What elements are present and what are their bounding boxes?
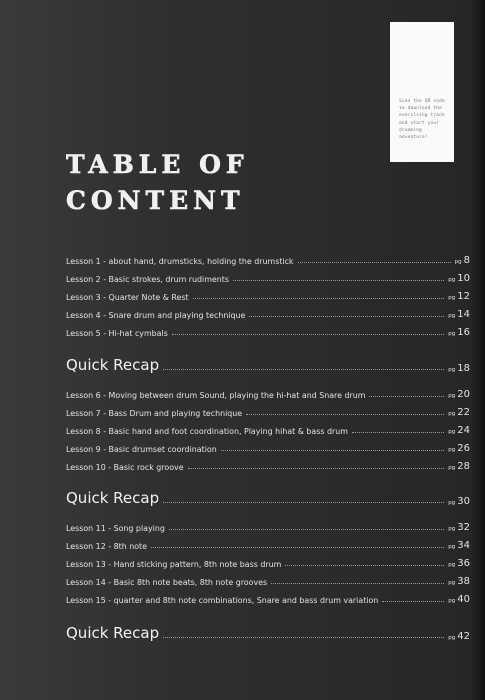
page-prefix: pg — [448, 500, 456, 506]
page-prefix: pg — [448, 393, 456, 399]
dot-leader — [233, 280, 444, 281]
dot-leader — [271, 583, 444, 584]
toc-page — [448, 425, 470, 436]
toc-title: Quick Recap — [66, 356, 160, 374]
toc-row-lesson-11[interactable] — [66, 519, 470, 533]
page-prefix: pg — [448, 598, 456, 604]
toc-title: Lesson 4 - Snare drum and playing technique — [66, 311, 246, 320]
toc-title: Lesson 12 - 8th note — [66, 542, 147, 551]
page-prefix: pg — [448, 465, 456, 471]
dot-leader — [163, 369, 444, 370]
page-prefix: pg — [448, 277, 456, 283]
dot-leader — [151, 547, 444, 548]
toc-title: Quick Recap — [66, 489, 160, 507]
page-prefix: pg — [448, 429, 456, 435]
dot-leader — [193, 298, 445, 299]
toc-page — [448, 558, 470, 569]
page-title-line-1: TABLE OF — [66, 150, 249, 179]
toc-title: Lesson 3 - Quarter Note & Rest — [66, 293, 189, 302]
toc-row-lesson-8[interactable] — [66, 422, 470, 436]
dot-leader — [163, 502, 444, 503]
dot-leader — [285, 565, 444, 566]
toc-page — [455, 255, 470, 266]
toc-page — [448, 522, 470, 533]
toc-page — [448, 461, 470, 472]
dot-leader — [163, 637, 444, 638]
page-number: 14 — [457, 309, 470, 320]
page-number: 12 — [457, 291, 470, 302]
toc-page — [448, 327, 470, 338]
toc-row-lesson-6[interactable] — [66, 386, 470, 400]
page-number: 34 — [457, 540, 470, 551]
toc-title: Lesson 7 - Bass Drum and playing technique — [66, 409, 243, 418]
toc-row-lesson-3[interactable] — [66, 288, 470, 302]
toc-title: Lesson 6 - Moving between drum Sound, playing the hi-hat and Snare drum — [66, 391, 366, 400]
dot-leader — [246, 414, 444, 415]
toc-page — [448, 631, 470, 642]
page-number: 38 — [457, 576, 470, 587]
dot-leader — [249, 316, 444, 317]
page-number: 16 — [457, 327, 470, 338]
toc-title: Lesson 14 - Basic 8th note beats, 8th note grooves — [66, 578, 268, 587]
toc-title: Lesson 10 - Basic rock groove — [66, 463, 184, 472]
page-number: 42 — [457, 631, 470, 642]
page-prefix: pg — [448, 411, 456, 417]
dot-leader — [369, 396, 444, 397]
page-edge-shadow — [471, 0, 485, 700]
page-prefix: pg — [448, 313, 456, 319]
page-prefix: pg — [448, 580, 456, 586]
page-number: 30 — [457, 496, 470, 507]
toc-row-lesson-1[interactable] — [66, 252, 470, 266]
page-number: 8 — [463, 255, 470, 266]
page-prefix: pg — [454, 259, 462, 265]
toc-row-lesson-4[interactable] — [66, 306, 470, 320]
toc-row-quick-recap-1[interactable] — [66, 352, 470, 374]
toc-page — [448, 496, 470, 507]
page-prefix: pg — [448, 295, 456, 301]
page-prefix: pg — [448, 526, 456, 532]
page-number: 20 — [457, 389, 470, 400]
page-prefix: pg — [448, 367, 456, 373]
page-prefix: pg — [448, 447, 456, 453]
page-number: 28 — [457, 461, 470, 472]
toc-title: Quick Recap — [66, 624, 160, 642]
page-number: 10 — [457, 273, 470, 284]
toc-title: Lesson 11 - Song playing — [66, 524, 165, 533]
toc-page — [448, 407, 470, 418]
qr-code-card — [390, 22, 454, 162]
toc-row-lesson-2[interactable] — [66, 270, 470, 284]
toc-page — [448, 576, 470, 587]
page-number: 24 — [457, 425, 470, 436]
toc-title: Lesson 2 - Basic strokes, drum rudiments — [66, 275, 229, 284]
toc-row-lesson-9[interactable] — [66, 440, 470, 454]
toc-page — [448, 363, 470, 374]
dot-leader — [298, 262, 451, 263]
toc-title: Lesson 13 - Hand sticking pattern, 8th note bass drum — [66, 560, 282, 569]
qr-note: Scan the QR code to download the exercising track and start your drumming adventure! — [399, 99, 445, 141]
toc-row-lesson-7[interactable] — [66, 404, 470, 418]
page-number: 22 — [457, 407, 470, 418]
toc-page — [448, 273, 470, 284]
toc-title: Lesson 9 - Basic drumset coordination — [66, 445, 217, 454]
toc-page — [448, 540, 470, 551]
page-number: 40 — [457, 594, 470, 605]
toc-row-lesson-14[interactable] — [66, 573, 470, 587]
dot-leader — [352, 432, 444, 433]
page-number: 18 — [457, 363, 470, 374]
toc-page — [448, 309, 470, 320]
page-number: 32 — [457, 522, 470, 533]
toc-title: Lesson 8 - Basic hand and foot coordination, Playing hihat & bass drum — [66, 427, 348, 436]
toc-row-lesson-12[interactable] — [66, 537, 470, 551]
dot-leader — [188, 468, 445, 469]
toc-title: Lesson 15 - quarter and 8th note combinations, Snare and bass drum variation — [66, 596, 379, 605]
page-title-line-2: CONTENT — [66, 186, 245, 215]
dot-leader — [382, 601, 444, 602]
dot-leader — [172, 334, 444, 335]
toc-page — [448, 443, 470, 454]
toc-title: Lesson 1 - about hand, drumsticks, holding the drumstick — [66, 257, 294, 266]
toc-row-lesson-10[interactable] — [66, 458, 470, 472]
toc-row-lesson-15[interactable] — [66, 591, 470, 605]
toc-row-quick-recap-3[interactable] — [66, 620, 470, 642]
toc-page — [448, 291, 470, 302]
toc-page — [448, 389, 470, 400]
toc-row-quick-recap-2[interactable] — [66, 485, 470, 507]
page-prefix: pg — [448, 544, 456, 550]
dot-leader — [169, 529, 444, 530]
page-number: 36 — [457, 558, 470, 569]
toc-page — [448, 594, 470, 605]
page-prefix: pg — [448, 331, 456, 337]
dot-leader — [221, 450, 445, 451]
toc-title: Lesson 5 - Hi-hat cymbals — [66, 329, 168, 338]
page-prefix: pg — [448, 635, 456, 641]
toc-row-lesson-5[interactable] — [66, 324, 470, 338]
page-prefix: pg — [448, 562, 456, 568]
toc-row-lesson-13[interactable] — [66, 555, 470, 569]
page-number: 26 — [457, 443, 470, 454]
